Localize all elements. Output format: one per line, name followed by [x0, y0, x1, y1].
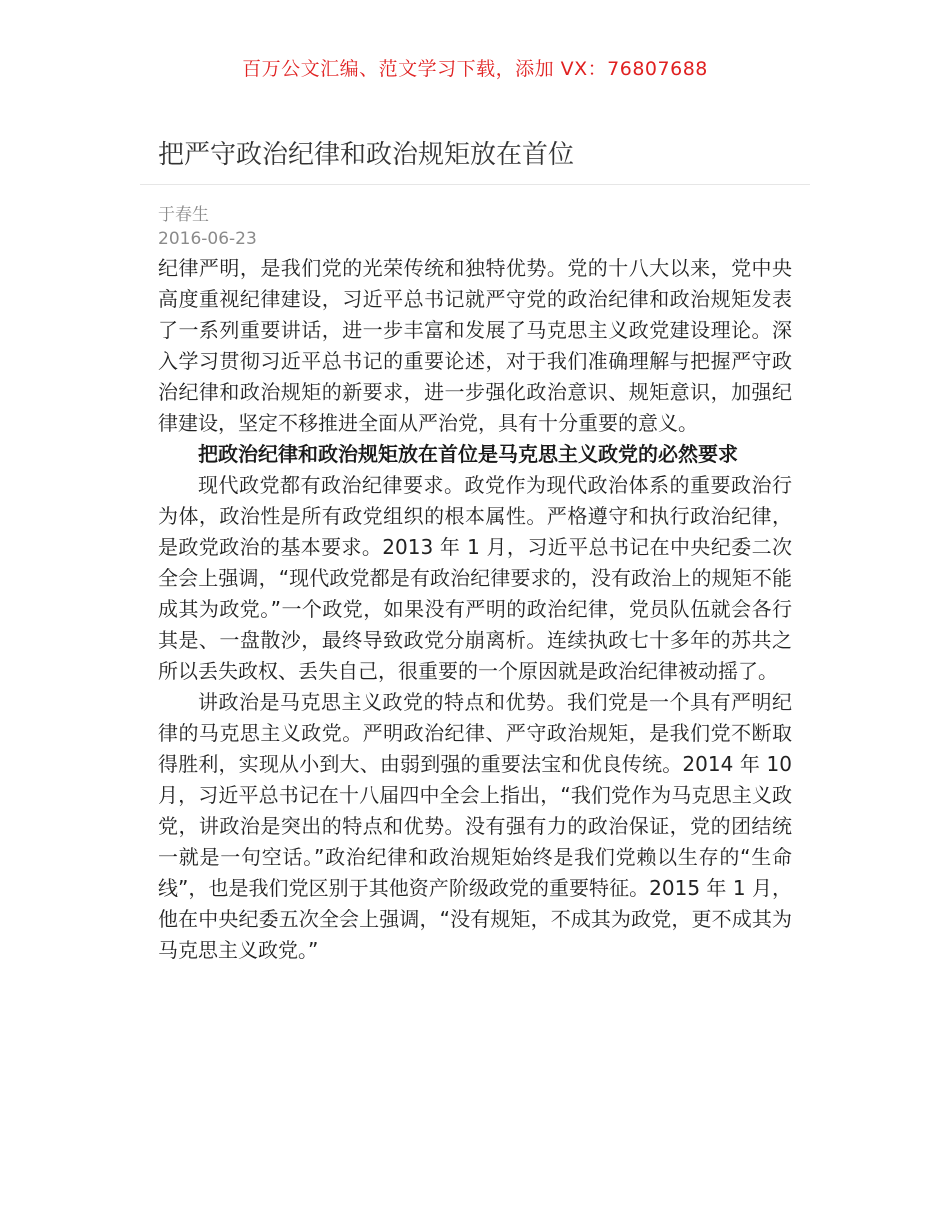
article-author: 于春生 — [158, 205, 209, 225]
article-body — [158, 253, 792, 966]
promo-banner: 百万公文汇编、范文学习下载，添加 VX：76807688 — [242, 58, 708, 80]
body-paragraph: 现代政党都有政治纪律要求。政党作为现代政治体系的重要政治行为体，政治性是所有政党组织的根本属性。严格遵守和执行政治纪律，是政党政治的基本要求。2013 年 1 月，习近平总书记在中央纪委二次全会上强调，“现代政党都是有政治纪律要求的，没有政治上的规矩不能成其为政党。”一个政党，如果没有严明的政治纪律，党员队伍就会各行其是、一盘散沙，最终导致政党分崩离析。连续执政七十多年的苏共之所以丢失政权、丢失自己，很重要的一个原因就是政治纪律被动摇了。 — [158, 473, 792, 683]
title-divider — [140, 184, 810, 185]
article-date: 2016-06-23 — [158, 229, 257, 249]
intro-paragraph: 纪律严明，是我们党的光荣传统和独特优势。党的十八大以来，党中央高度重视纪律建设，习近平总书记就严守党的政治纪律和政治规矩发表了一系列重要讲话，进一步丰富和发展了马克思主义政党建设理论。深入学习贯彻习近平总书记的重要论述，对于我们准确理解与把握严守政治纪律和政治规矩的新要求，进一步强化政治意识、规矩意识，加强纪律建设，坚定不移推进全面从严治党，具有十分重要的意义。 — [158, 256, 792, 435]
body-paragraph: 讲政治是马克思主义政党的特点和优势。我们党是一个具有严明纪律的马克思主义政党。严明政治纪律、严守政治规矩，是我们党不断取得胜利，实现从小到大、由弱到强的重要法宝和优良传统。2014 年 10 月，习近平总书记在十八届四中全会上指出，“我们党作为马克思主义政党，讲政治是突出的特点和优势。没有强有力的政治保证，党的团结统一就是一句空话。”政治纪律和政治规矩始终是我们党赖以生存的“生命线”，也是我们党区别于其他资产阶级政党的重要特征。2015 年 1 月，他在中央纪委五次全会上强调，“没有规矩，不成其为政党，更不成其为马克思主义政党。” — [158, 690, 792, 962]
section-heading: 把政治纪律和政治规矩放在首位是马克思主义政党的必然要求 — [198, 442, 738, 466]
article-title: 把严守政治纪律和政治规矩放在首位 — [158, 140, 575, 170]
